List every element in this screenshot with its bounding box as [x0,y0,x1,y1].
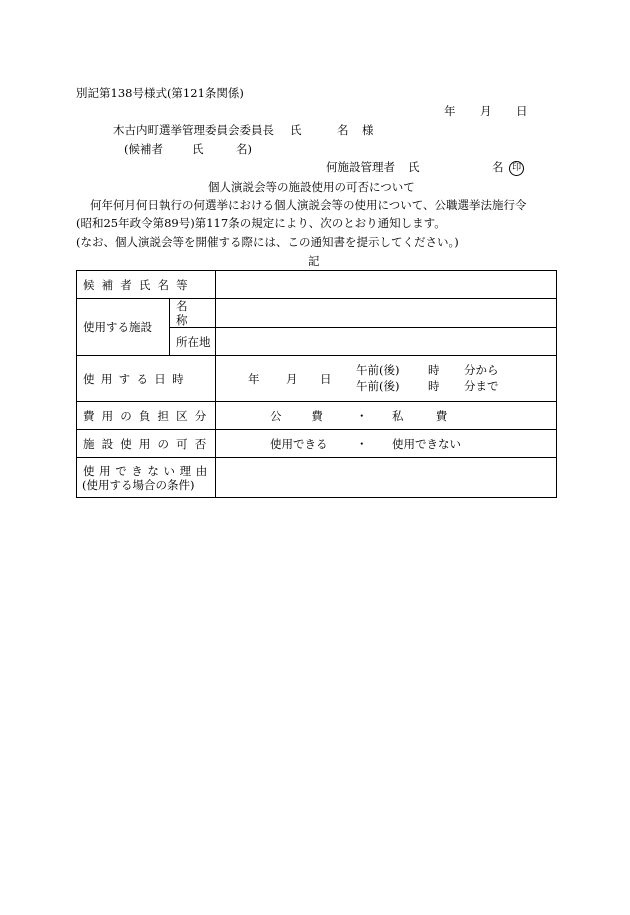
addressee-sama: 様 [362,123,374,137]
value-facility-name[interactable] [216,299,557,328]
cost-public[interactable]: 公費 [270,409,353,423]
label-facility: 使用する施設 [77,299,170,356]
dt-year: 年 [248,372,260,386]
value-datetime[interactable] [216,356,557,402]
row-cost [77,402,557,430]
body-line-1: 何年何月何日執行の何選挙における個人演説会等の使用について、公職選挙法施行令 [90,198,527,212]
sender-title: 何施設管理者 [326,160,395,174]
candidate-label: (候補者 [124,142,163,156]
row-facility-name [77,299,557,328]
label-permission: 施設使用の可否 [77,430,216,458]
label-candidate: 候補者氏名等 [77,271,216,299]
value-permission[interactable] [216,430,557,458]
dt-from: 分から [464,363,499,377]
cost-private[interactable]: 私費 [392,409,480,423]
cost-separator: ・ [356,409,368,423]
candidate-shi: 氏 [192,142,204,156]
dt-day: 日 [320,372,332,386]
perm-separator: ・ [356,437,368,451]
body-line-2: (昭和25年政令第89号)第117条の規定により、次のとおり通知します。 [76,216,446,230]
dt-month: 月 [286,372,298,386]
label-reason [77,458,216,498]
value-reason[interactable] [216,458,557,498]
label-facility-location: 所在地 [170,328,216,356]
dt-ampm-from: 午前(後) [356,363,400,377]
row-datetime [77,356,557,402]
dt-hour-until: 時 [428,379,440,393]
usage-form-table [76,270,557,498]
sender-mei [492,160,524,176]
date-month: 月 [480,104,492,118]
seal-icon: 印 [509,161,524,176]
sender-mei-text: 名 [492,160,504,174]
label-reason-line1: 使用できない理由 [83,463,212,478]
document-title: 個人演説会等の施設使用の可否について [208,180,415,194]
label-cost: 費用の負担区分 [77,402,216,430]
perm-yes[interactable]: 使用できる [270,437,328,451]
row-candidate [77,271,557,299]
sender-shi: 氏 [408,160,420,174]
perm-no[interactable]: 使用できない [392,437,461,451]
date-day: 日 [516,104,528,118]
date-year: 年 [444,104,456,118]
dt-until: 分まで [464,379,499,393]
row-permission [77,430,557,458]
label-reason-line2: (使用する場合の条件) [82,477,195,492]
addressee-mei: 名 [337,123,349,137]
ki-label: 記 [308,254,320,268]
body-note: (なお、個人演説会等を開催する際には、この通知書を提示してください。) [76,235,459,249]
label-datetime: 使用する日時 [77,356,216,402]
addressee-shi: 氏 [290,123,302,137]
value-candidate[interactable] [216,271,557,299]
dt-ampm-until: 午前(後) [356,379,400,393]
label-facility-name: 名称 [170,299,216,328]
dt-hour-from: 時 [428,363,440,377]
value-cost[interactable] [216,402,557,430]
form-number: 別記第138号様式(第121条関係) [76,86,244,100]
row-reason [77,458,557,498]
addressee-title: 木古内町選挙管理委員会委員長 [113,123,274,137]
value-facility-location[interactable] [216,328,557,356]
candidate-mei: 名) [236,142,252,156]
